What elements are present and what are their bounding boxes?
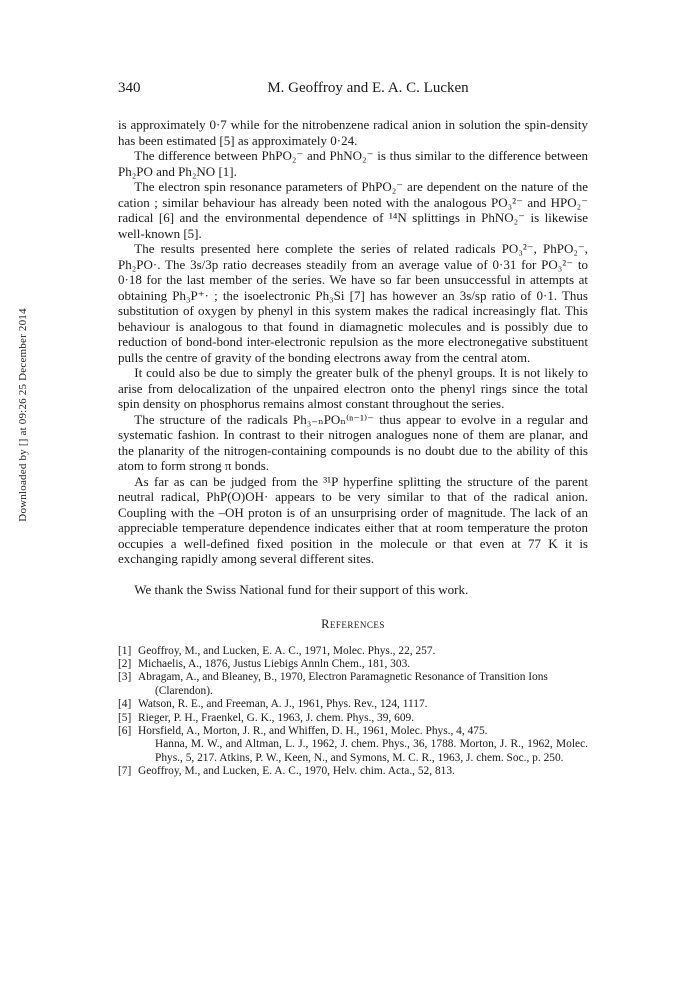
reference-text-continued: (Clarendon). xyxy=(155,684,213,697)
reference-text: Rieger, P. H., Fraenkel, G. K., 1963, J. chem. Phys., 39, 609. xyxy=(138,711,415,724)
reference-text: Horsfield, A., Morton, J. R., and Whiffen, D. H., 1961, Molec. Phys., 4, 475. xyxy=(138,724,488,737)
reference-number: [6] xyxy=(118,724,132,737)
page-number: 340 xyxy=(118,80,141,96)
article-body xyxy=(118,117,588,779)
paragraph-2: The difference between PhPO₂⁻ and PhNO₂⁻ is thus similar to the difference between Ph₂PO and Ph₂NO [1]. xyxy=(118,148,588,179)
reference-item xyxy=(118,658,588,671)
reference-item xyxy=(118,671,588,698)
reference-text: Geoffroy, M., and Lucken, E. A. C., 1970, Helv. chim. Acta., 52, 813. xyxy=(138,765,455,778)
paragraph-5: It could also be due to simply the greater bulk of the phenyl groups. It is not likely to arise from delocalization of the unpaired electron onto the phenyl rings since the total spin density on phosphorus remains almost constant throughout the series. xyxy=(118,365,588,411)
paragraph-7: As far as can be judged from the ³¹P hyperfine splitting the structure of the parent neutral radical, PhP(O)OH· appears to be very similar to that of the radical anion. Coupling with the –OH proton is of an unsurprising order of magnitude. The lack of an appreciable temperature dependence indicates either that at room temperature the proton occupies a well-defined fixed position in the molecule or that even at 77 K it is exchanging rapidly among several different sites. xyxy=(118,473,588,566)
reference-list xyxy=(118,645,588,779)
acknowledgement: We thank the Swiss National fund for their support of this work. xyxy=(134,581,469,597)
reference-text-continued: Hanna, M. W., and Altman, L. J., 1962, J. chem. Phys., 36, 1788. Morton, J. R., 1962, Molec. Phys., 5, 217. Atkins, P. W., Keen, N., and Symons, M. C. R., 1963, J. chem. Soc., p. 250. xyxy=(155,738,588,764)
reference-item xyxy=(118,765,588,778)
paragraph-6: The structure of the radicals Ph₃₋ₙPOₙ⁽ⁿ⁻¹⁾⁻ thus appear to evolve in a regular and systematic fashion. In contrast to their nitrogen analogues none of them are planar, and the planarity of the nitrogen-containing compounds is no doubt due to the ability of this atom to form strong π bonds. xyxy=(118,411,588,473)
reference-number: [3] xyxy=(118,671,132,684)
reference-number: [4] xyxy=(118,698,132,711)
reference-item xyxy=(118,698,588,711)
reference-number: [7] xyxy=(118,765,132,778)
reference-text: Michaelis, A., 1876, Justus Liebigs Annln Chem., 181, 303. xyxy=(138,657,411,670)
reference-text: Abragam, A., and Bleaney, B., 1970, Electron Paramagnetic Resonance of Transition Ions xyxy=(138,671,548,684)
page-header xyxy=(118,80,588,100)
running-head: M. Geoffroy and E. A. C. Lucken xyxy=(267,80,469,96)
reference-item xyxy=(118,712,588,725)
paragraph-3: The electron spin resonance parameters of PhPO₂⁻ are dependent on the nature of the cation ; similar behaviour has already been noted with the analogous PO₃²⁻ and HPO₂⁻ radical [6] and the environmental dependence of ¹⁴N splittings in PhNO₂⁻ is likewise well-known [5]. xyxy=(118,179,588,241)
references-heading: References xyxy=(321,617,385,631)
reference-text: Watson, R. E., and Freeman, A. J., 1961, Phys. Rev., 124, 1117. xyxy=(138,698,428,711)
reference-number: [2] xyxy=(118,657,132,670)
reference-item xyxy=(118,645,588,658)
reference-number: [5] xyxy=(118,711,132,724)
paragraph-4: The results presented here complete the series of related radicals PO₃²⁻, PhPO₂⁻, Ph₂PO·. The 3s/3p ratio decreases steadily from an average value of 0·31 for PO₃²⁻ to 0·18 for the last member of the series. We have so far been unsuccessful in attempts at obtaining Ph₃P⁺· ; the isoelectronic Ph₃Si [7] has however an 3s/sp ratio of 0·1. Thus substitution of oxygen by phenyl in this system makes the radical increasingly flat. This behaviour is analogous to that found in diamagnetic molecules and is possibly due to reduction of bond-bond inter-electronic repulsion as the more electronegative substituent pulls the centre of gravity of the bonding electrons away from the central atom. xyxy=(118,241,588,365)
reference-text: Geoffroy, M., and Lucken, E. A. C., 1971, Molec. Phys., 22, 257. xyxy=(138,644,436,657)
paragraph-1: is approximately 0·7 while for the nitrobenzene radical anion in solution the spin-density has been estimated [5] as approximately 0·24. xyxy=(118,117,588,148)
reference-item xyxy=(118,725,588,765)
download-watermark-text: Downloaded by [] at 09:26 25 December 2014 xyxy=(17,308,29,522)
reference-number: [1] xyxy=(118,644,132,657)
download-watermark xyxy=(14,135,32,695)
